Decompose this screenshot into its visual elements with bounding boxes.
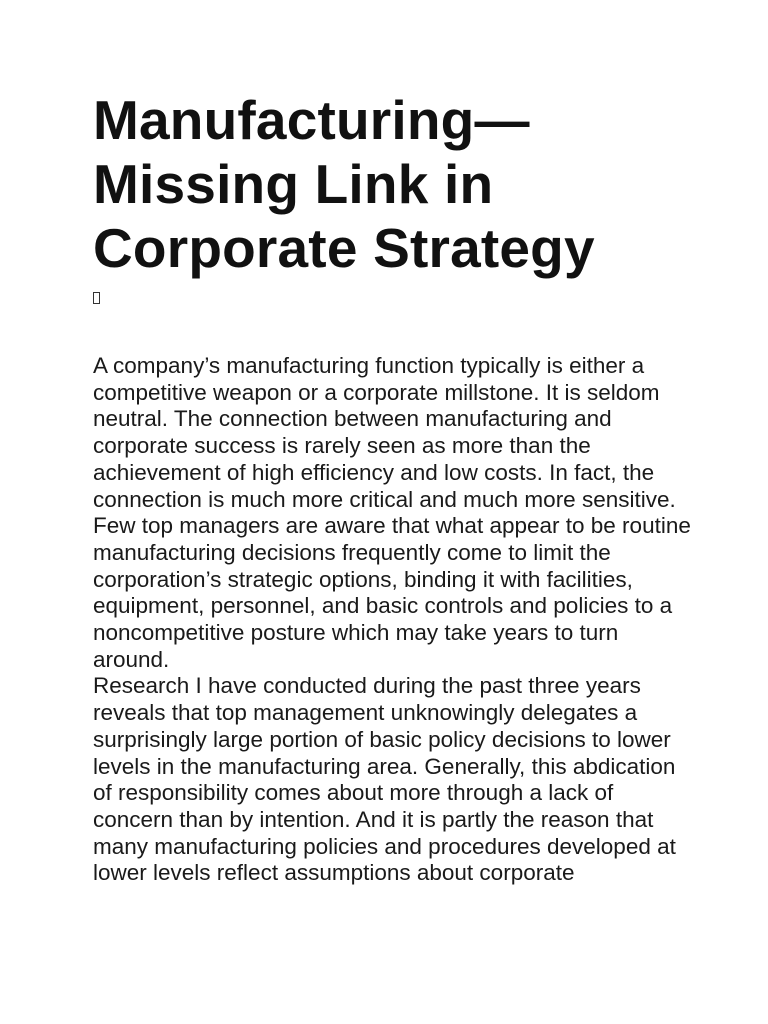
placeholder-box-icon <box>93 292 100 304</box>
body-paragraph: Research I have conducted during the past three years reveals that top management unknowingly delegates a surprisingly large portion of basic policy decisions to lower levels in the manufacturing area. Generally, this abdication of responsibility comes about more through a lack of concern than by intention. And it is partly the reason that many manufacturing policies and procedures developed at lower levels reflect assumptions about corporate <box>93 673 676 886</box>
missing-glyph-icon <box>93 290 693 310</box>
document-title: Manufacturing—Missing Link in Corporate Strategy <box>93 89 595 279</box>
document-body <box>93 353 693 887</box>
body-paragraph: A company’s manufacturing function typically is either a competitive weapon or a corporate millstone. It is seldom neutral. The connection between manufacturing and corporate success is rarely seen as more than the achievement of high efficiency and low costs. In fact, the connection is much more critical and much more sensitive. Few top managers are aware that what appear to be routine manufacturing decisions frequently come to limit the corporation’s strategic options, binding it with facilities, equipment, personnel, and basic controls and policies to a noncompetitive posture which may take years to turn around. <box>93 353 691 672</box>
document-page <box>93 88 693 887</box>
